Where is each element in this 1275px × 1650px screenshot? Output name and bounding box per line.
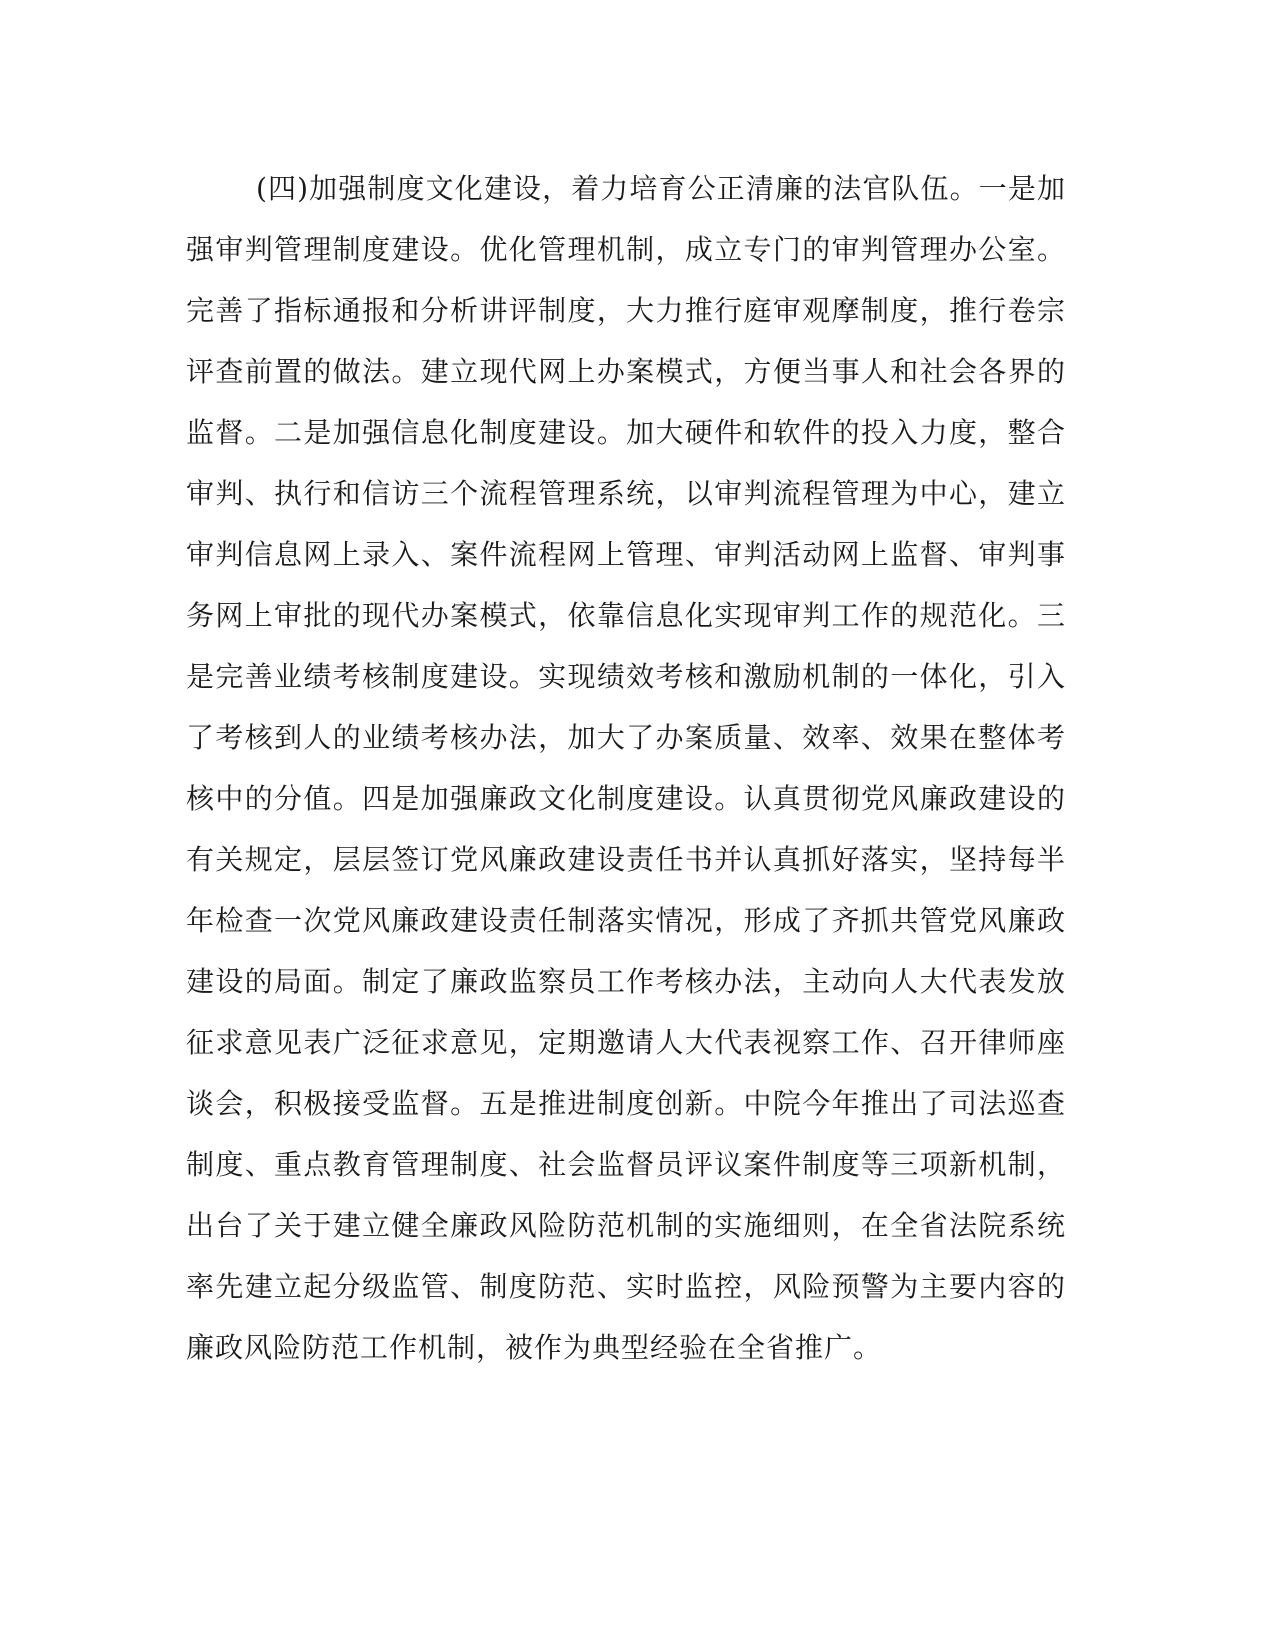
paragraph-line-10: 了考核到人的业绩考核办法，加大了办案质量、效率、效果在整体考 (186, 721, 1066, 754)
paragraph-line-15: 征求意见表广泛征求意见，定期邀请人大代表视察工作、召开律师座 (186, 1026, 1066, 1059)
paragraph-line-17: 制度、重点教育管理制度、社会监督员评议案件制度等三项新机制， (186, 1148, 1066, 1181)
paragraph-line-12: 有关规定，层层签订党风廉政建设责任书并认真抓好落实，坚持每半 (186, 843, 1066, 876)
paragraph-line-13: 年检查一次党风廉政建设责任制落实情况，形成了齐抓共管党风廉政 (186, 904, 1066, 937)
paragraph-line-7: 审判信息网上录入、案件流程网上管理、审判活动网上监督、审判事 (186, 538, 1066, 571)
paragraph-line-18: 出台了关于建立健全廉政风险防范机制的实施细则，在全省法院系统 (186, 1209, 1066, 1242)
paragraph-line-11: 核中的分值。四是加强廉政文化制度建设。认真贯彻党风廉政建设的 (186, 782, 1066, 815)
paragraph-line-9: 是完善业绩考核制度建设。实现绩效考核和激励机制的一体化，引入 (186, 660, 1066, 693)
paragraph-line-19: 率先建立起分级监管、制度防范、实时监控，风险预警为主要内容的 (186, 1270, 1066, 1303)
paragraph-line-2: 强审判管理制度建设。优化管理机制，成立专门的审判管理办公室。 (186, 233, 1066, 266)
paragraph-line-6: 审判、执行和信访三个流程管理系统，以审判流程管理为中心，建立 (186, 477, 1066, 510)
paragraph-line-1: (四)加强制度文化建设，着力培育公正清廉的法官队伍。一是加 (256, 172, 1066, 205)
paragraph-line-4: 评查前置的做法。建立现代网上办案模式，方便当事人和社会各界的 (186, 355, 1066, 388)
paragraph-line-5: 监督。二是加强信息化制度建设。加大硬件和软件的投入力度，整合 (186, 416, 1066, 449)
paragraph-line-16: 谈会，积极接受监督。五是推进制度创新。中院今年推出了司法巡查 (186, 1087, 1066, 1120)
paragraph-line-14: 建设的局面。制定了廉政监察员工作考核办法，主动向人大代表发放 (186, 965, 1066, 998)
paragraph-line-20: 廉政风险防范工作机制，被作为典型经验在全省推广。 (186, 1331, 883, 1364)
body-paragraph (186, 158, 1066, 1378)
paragraph-line-8: 务网上审批的现代办案模式，依靠信息化实现审判工作的规范化。三 (186, 599, 1066, 632)
paragraph-line-3: 完善了指标通报和分析讲评制度，大力推行庭审观摩制度，推行卷宗 (186, 294, 1066, 327)
